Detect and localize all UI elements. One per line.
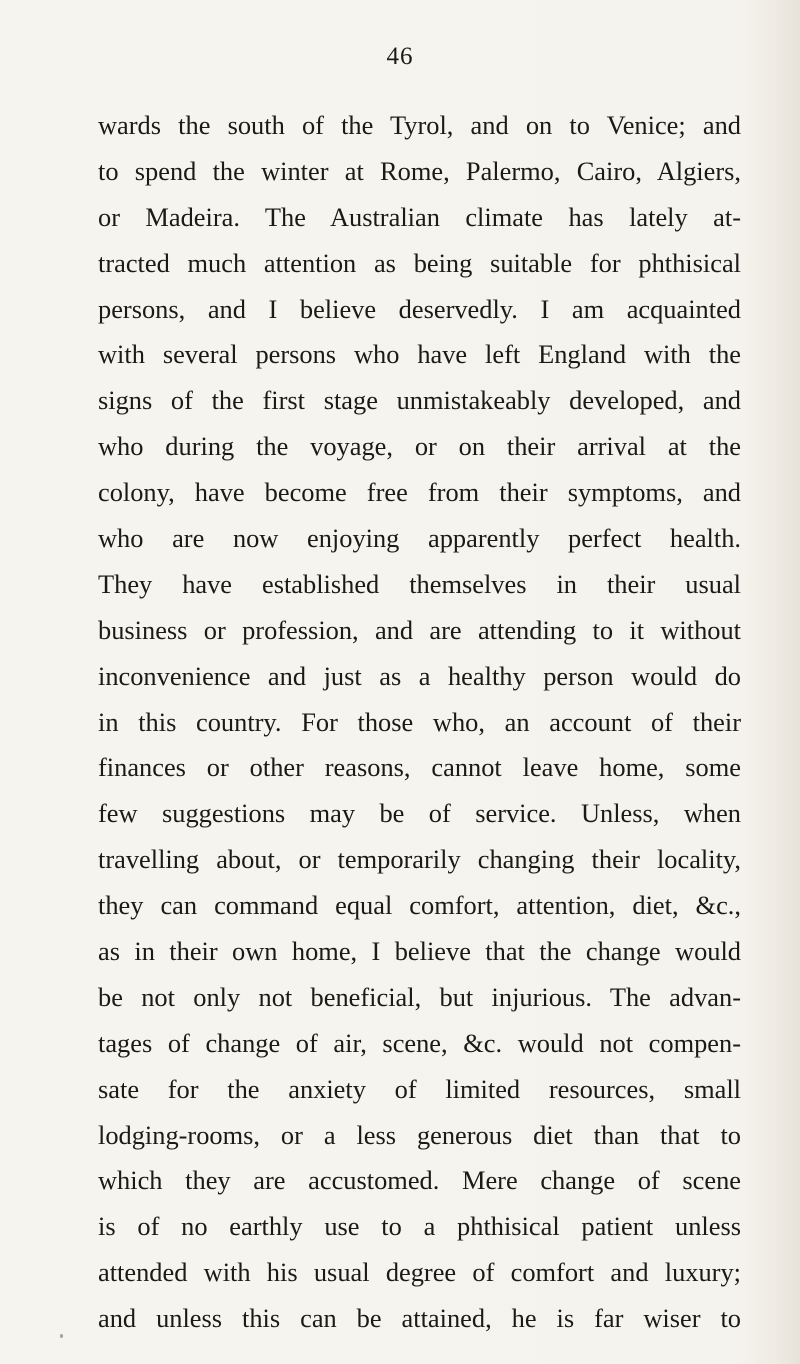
- text-line: to spend the winter at Rome, Palermo, Cairo, Algiers,: [98, 155, 741, 186]
- text-line: who during the voyage, or on their arrival at the: [98, 431, 741, 462]
- text-line: be not only not beneficial, but injurious. The advan-: [98, 981, 741, 1012]
- body-text: [98, 103, 741, 1342]
- text-line: as in their own home, I believe that the change would: [98, 936, 741, 967]
- text-line: is of no earthly use to a phthisical patient unless: [98, 1211, 741, 1242]
- text-line: who are now enjoying apparently perfect health.: [98, 523, 741, 554]
- text-line: They have established themselves in their usual: [98, 568, 741, 599]
- text-line: lodging-rooms, or a less generous diet than that to: [98, 1119, 741, 1150]
- text-line: colony, have become free from their symptoms, and: [98, 477, 741, 508]
- text-line: travelling about, or temporarily changing their locality,: [98, 844, 741, 875]
- text-line: signs of the first stage unmistakeably developed, and: [98, 385, 741, 416]
- text-line: or Madeira. The Australian climate has lately at-: [98, 201, 741, 232]
- print-speck: [60, 1334, 63, 1338]
- text-line: attended with his usual degree of comfort and luxury;: [98, 1257, 741, 1288]
- text-line: few suggestions may be of service. Unless, when: [98, 798, 741, 829]
- text-line: with several persons who have left England with the: [98, 339, 741, 370]
- text-line: which they are accustomed. Mere change of scene: [98, 1165, 741, 1196]
- text-line: tages of change of air, scene, &c. would not compen-: [98, 1027, 741, 1058]
- text-line: sate for the anxiety of limited resources, small: [98, 1073, 741, 1104]
- text-line: wards the south of the Tyrol, and on to Venice; and: [98, 110, 741, 140]
- text-line: business or profession, and are attending to it without: [98, 614, 741, 645]
- text-line: finances or other reasons, cannot leave home, some: [98, 752, 741, 783]
- text-line: tracted much attention as being suitable for phthisical: [98, 247, 741, 278]
- page-number: 46: [386, 43, 414, 70]
- text-line: inconvenience and just as a healthy person would do: [98, 660, 741, 691]
- text-line: persons, and I believe deservedly. I am acquainted: [98, 293, 741, 324]
- text-line: in this country. For those who, an account of their: [98, 706, 741, 737]
- text-line: and unless this can be attained, he is far wiser to: [98, 1303, 741, 1334]
- text-line: they can command equal comfort, attention, diet, &c.,: [98, 890, 741, 921]
